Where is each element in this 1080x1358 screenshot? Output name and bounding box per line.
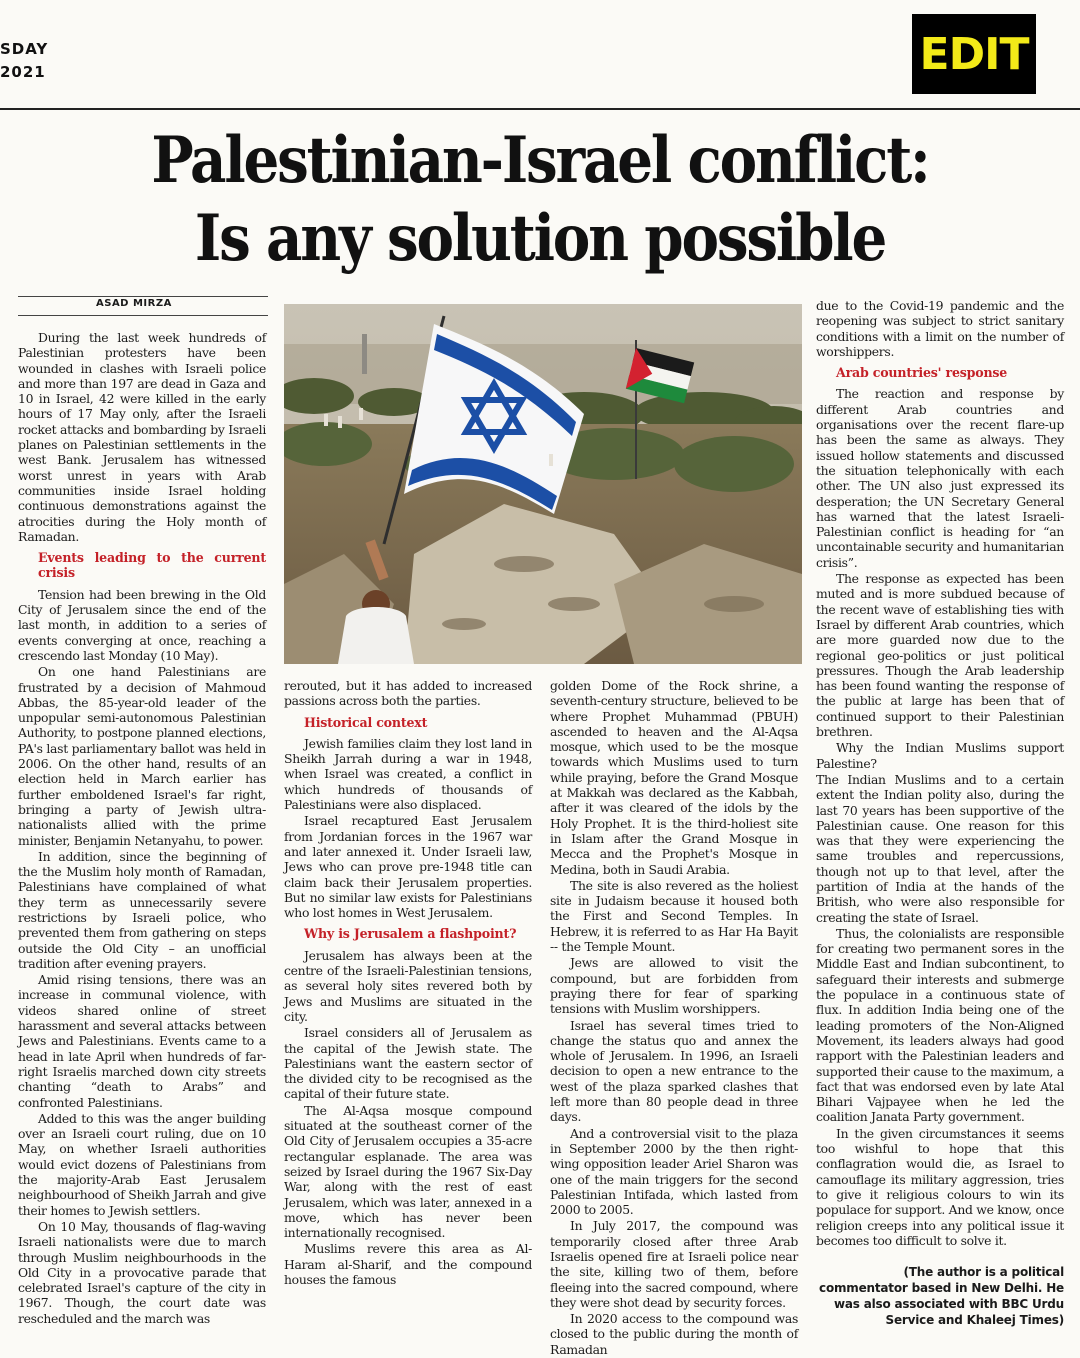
subheading: Why is Jerusalem a flashpoint? [304,926,517,942]
headline-line-1: Palestinian-Israel conflict: [151,123,929,198]
paragraph: Thus, the colonialists are responsible for creating two permanent sores in the Middle East and Indian subcontinent, to safeguard their interests and submerge the populace in a continuous state of flux. In addition India being one of the leading promoters of the Non-Aligned Movement, its leaders always had good rapport with the Palestinian leaders and supported their cause to the maximum, a fact that was endorsed even by late Atal Bihari Vajpayee when he led the coalition Janata Party government. [816,925,1064,1125]
paragraph: Tension had been brewing in the Old City of Jerusalem since the end of the last month, in addition to a series of events converging at once, reaching a crescendo last Monday (10 May). [18,586,266,663]
article-column-3 [550,678,798,1358]
article-column-1 [18,330,266,1327]
paragraph: In 2020 access to the compound was closed to the public during the month of Ramadan [550,1311,798,1357]
paragraph: In July 2017, the compound was temporarily closed after three Arab Israelis opened fire at Israeli police near the site, killing two of them, before fleeing into the sacred compound, where they were shot dead by security forces. [550,1218,798,1310]
author-note: (The author is a political commentator based in New Delhi. He was also associated with BBC Urdu Service and Khaleej Times) [819,1265,1064,1328]
paragraph: rerouted, but it has added to increased passions across both the parties. [284,678,532,709]
article-column-2 [284,678,532,1288]
article-photo [284,304,802,664]
paragraph: Jews are allowed to visit the compound, but are forbidden from praying there for fear of sparking tensions with Muslim worshippers. [550,955,798,1017]
subheading: Historical context [304,714,428,730]
top-divider [0,108,1080,110]
paragraph: Jewish families claim they lost land in Sheikh Jarrah during a war in 1948, when Israel was created, a conflict in which hundreds of thousands of Palestinians were also displaced. [284,735,532,813]
paragraph: The Al-Aqsa mosque compound situated at the southeast corner of the Old City of Jerusalem occupies a 35-acre rectangular esplanade. The area was seized by Israel during the 1967 Six-Day War, along with the rest of east Jerusalem, which was later, annexed in a move, which has never been internationally recognised. [284,1102,532,1241]
paragraph: Israel considers all of Jerusalem as the capital of the Jewish state. The Palestinians want the eastern sector of the divided city to be recognised as the capital of their future state. [284,1025,532,1102]
paragraph: Jerusalem has always been at the centre of the Israeli-Palestinian tensions, as several holy sites revered both by Jews and Muslims are situated in the city. [284,947,532,1024]
paragraph: On one hand Palestinians are frustrated by a decision of Mahmoud Abbas, the 85-year-old leader of the unpopular semi-autonomous Palestinian Authority, to postpone planned elections, PA's last parliamentary ballot was held in 2006. On the other hand, results of an election held in March earlier has further emboldened Israel's far right, bringing a party of Jewish ultra-nationalists allied with the prime minister, Benjamin Netanyahu, to power. [18,664,266,848]
flag-protest-image [284,304,802,664]
paragraph: The Indian Muslims and to a certain extent the Indian polity also, during the last 70 years has been supportive of the Palestinian cause. One reason for this was that they were experiencing the same troubles and repercussions, though not up to that level, after the partition of India at the hands of the British, who were also responsible for creating the state of Israel. [816,771,1064,925]
issue-year: 2021 [0,63,46,81]
paragraph: The site is also revered as the holiest site in Judaism because it housed both the First and Second Temples. In Hebrew, it is referred to as Har Ha Bayit -- the Temple Mount. [550,877,798,955]
paragraph: In addition, since the beginning of the the Muslim holy month of Ramadan, Palestinians have complained of what they term as unnecessarily severe restrictions by Israeli police, who prevented them from gathering on steps outside the Old City – an unofficial tradition after evening prayers. [18,848,266,971]
paragraph: The reaction and response by different Arab countries and organisations over the recent flare-up has been the same as always. They issued hollow statements and discussed the situation telephonically with each other. The UN also just expressed its desperation; the UN Secretary General has warned that the latest Israeli-Palestinian conflict is heading for “an uncontainable security and humanitarian crisis”. [816,386,1064,570]
article-column-4 [816,298,1064,1329]
paragraph: During the last week hundreds of Palestinian protesters have been wounded in clashes with Israeli police and more than 197 are dead in Gaza and 10 in Israel, 42 were killed in the early hours of 17 May only, after the Israeli rocket attacks and bombarding by Israeli planes on Palestinian settlements in the west Bank. Jerusalem has witnessed worst unrest in years with Arab communities inside Israel holding continuous demonstrations against the atrocities during the Holy month of Ramadan. [18,330,266,544]
paragraph: Amid rising tensions, there was an increase in communal violence, with videos shared online of street harassment and several attacks between Jews and Palestinians. Events came to a head in late April when hundreds of far-right Israelis marched down city streets chanting “death to Arabs” and confronted Palestinians. [18,972,266,1110]
paragraph: Muslims revere this area as Al-Haram al-Sharif, and the compound houses the famous [284,1241,532,1287]
issue-day: SDAY [0,40,49,58]
article-headline [65,122,1015,278]
subheading: Events leading to the current crisis [38,550,266,581]
paragraph: In the given circumstances it seems too wishful to hope that this conflagration would die, as Israel to camouflage its military aggression, tries to give it religious colours to win its populace for support. And we know, once religion creeps into any political issue it becomes too difficult to solve it. [816,1125,1064,1248]
paragraph: Why the Indian Muslims support Palestine? [816,740,1064,771]
paragraph: Added to this was the anger building over an Israeli court ruling, due on 10 May, on whether Israeli authorities would evict dozens of Palestinians from the majority-Arab East Jerusalem neighbourhood of Sheikh Jarrah and give their homes to Jewish settlers. [18,1110,266,1218]
byline: ASAD MIRZA [96,298,172,309]
byline-box [18,296,268,316]
paragraph: golden Dome of the Rock shrine, a seventh-century structure, believed to be where Prophet Muhammad (PBUH) ascended to heaven and the Al-Aqsa mosque, which used to be the mosque towards which Muslims used to turn while praying, before the Grand Mosque at Makkah was declared as the Kabbah, after it was cleared of the idols by the Holy Prophet. It is the third-holiest site in Islam after the Grand Mosque in Mecca and the Prophet's Mosque in Medina, both in Saudi Arabia. [550,678,798,877]
section-badge [912,14,1036,94]
subheading: Arab countries' response [836,365,1008,381]
paragraph: Israel recaptured East Jerusalem from Jordanian forces in the 1967 war and later annexed it. Under Israeli law, Jews who can prove pre-1948 title can claim back their Jerusalem properties. But no similar law exists for Palestinians who lost homes in West Jerusalem. [284,813,532,921]
paragraph: And a controversial visit to the plaza in September 2000 by the then right-wing opposition leader Ariel Sharon was one of the main triggers for the second Palestinian Intifada, which lasted from 2000 to 2005. [550,1125,798,1218]
headline-line-2: Is any solution possible [194,201,886,276]
paragraph: Israel has several times tried to change the status quo and annex the whole of Jerusalem. In 1996, an Israeli decision to open a new entrance to the west of the plaza sparked clashes that left more than 80 people dead in three days. [550,1017,798,1125]
issue-date [0,38,48,84]
section-label: EDIT [919,28,1029,80]
paragraph: On 10 May, thousands of flag-waving Israeli nationalists were due to march through Muslim neighbourhoods in the Old City in a provocative parade that celebrated Israel's capture of the city in 1967. Though, the court date was rescheduled and the march was [18,1218,266,1326]
paragraph: The response as expected has been muted and is more subdued because of the recent wave of establishing ties with Israel by different Arab countries, which are more guarded now due to the regional geo-politics or just political pressures. Though the Arab leadership has been found wanting the response of the public at large has been that of continued support to their Palestinian brethren. [816,571,1064,740]
paragraph: due to the Covid-19 pandemic and the reopening was subject to strict sanitary conditions with a limit on the number of worshippers. [816,298,1064,359]
